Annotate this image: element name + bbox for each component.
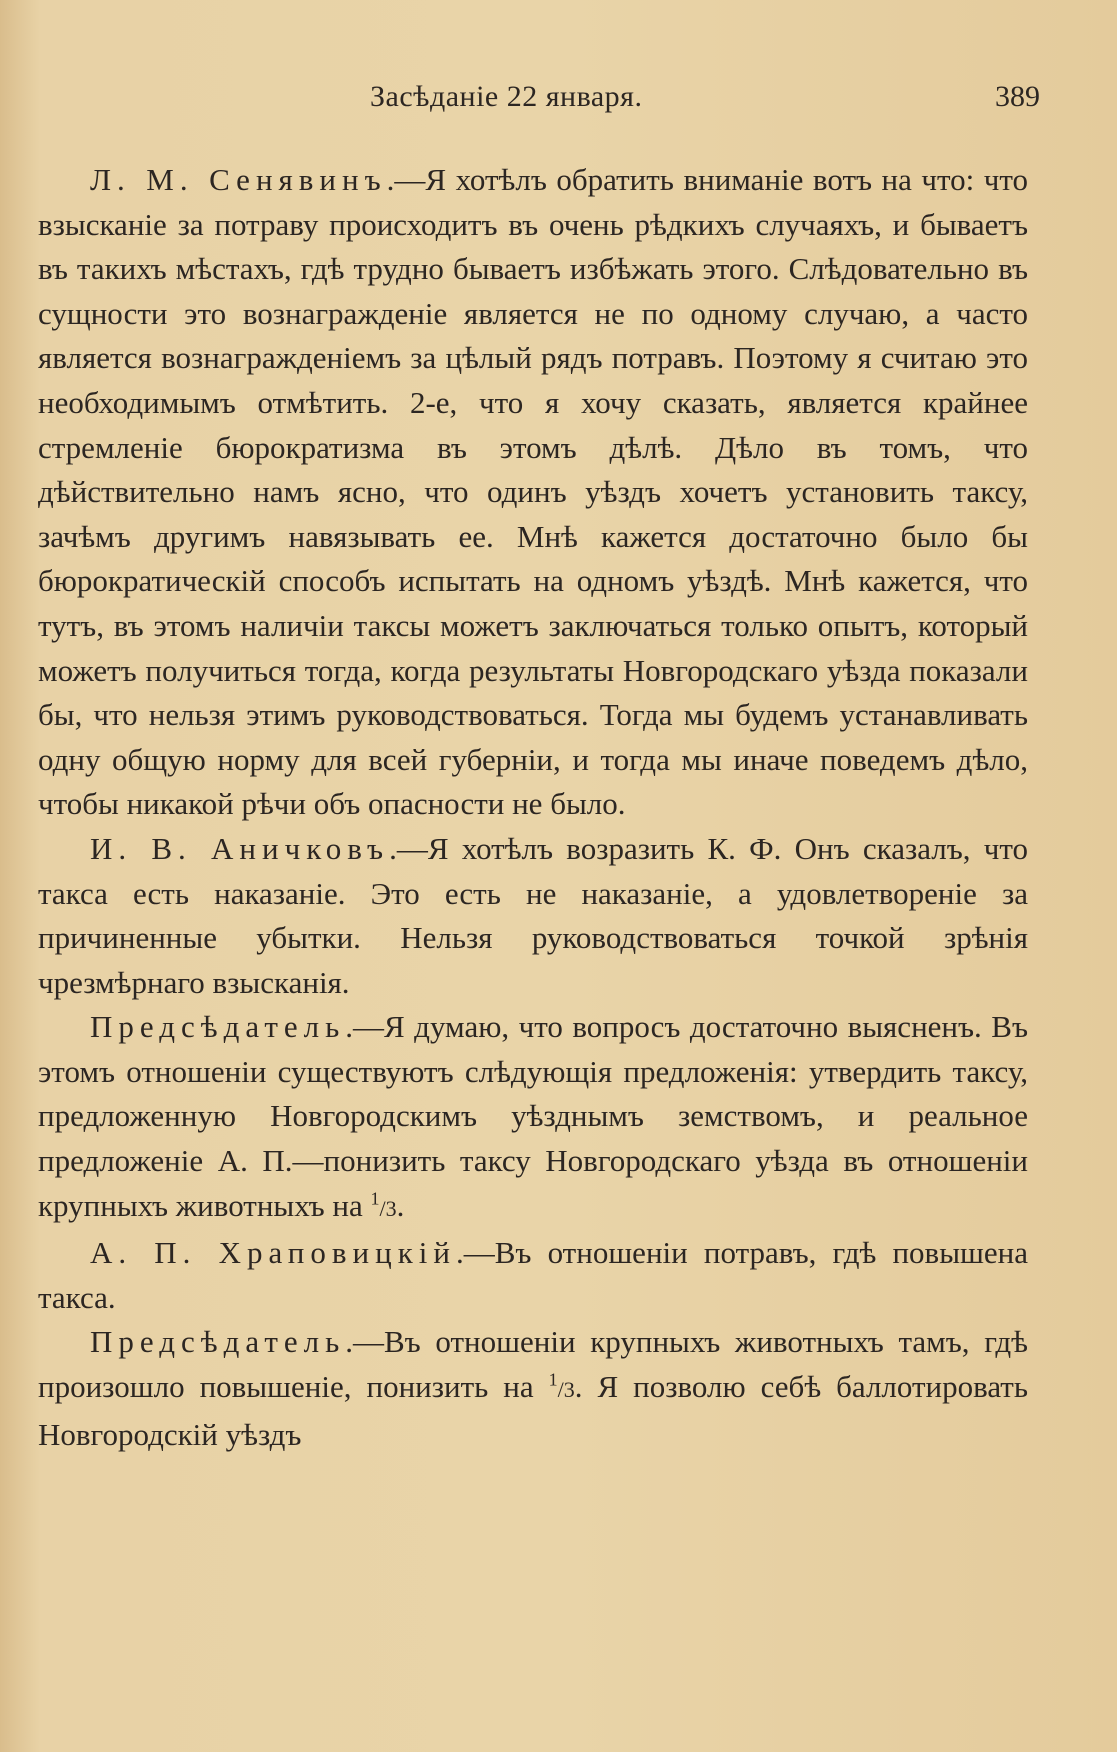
paragraph — [38, 1005, 1028, 1231]
page-number: 389 — [995, 80, 1040, 113]
fraction-numerator: 1 — [370, 1188, 380, 1209]
paragraph-text: .—Я хотѣлъ обратить вниманіе вотъ на что: что взысканіе за потраву происходитъ въ очень рѣдкихъ случаяхъ, и бываетъ въ такихъ мѣстахъ, гдѣ трудно бываетъ избѣжать этого. Слѣдовательно въ сущности это вознагражденіе является не по одному случаю, а часто является вознагражденіемъ за цѣлый рядъ потравъ. Поэтому я считаю это необходимымъ отмѣтить. 2-е, что я хочу сказать, является крайнее стремленіе бюрократизма въ этомъ дѣлѣ. Дѣло въ томъ, что дѣйствительно намъ ясно, что одинъ уѣздъ хочетъ установить таксу, зачѣмъ другимъ навязывать ее. Мнѣ кажется достаточно было бы бюрократическій способъ испытать на одномъ уѣздѣ. Мнѣ кажется, что тутъ, въ этомъ наличіи таксы можетъ заключаться только опытъ, который можетъ получиться тогда, когда результаты Новгородскаго уѣзда показали бы, что нельзя этимъ руководствоваться. Тогда мы будемъ устанавливать одну общую норму для всей губерніи, и тогда мы иначе поведемъ дѣло, чтобы никакой рѣчи объ опасности не было. — [38, 162, 1028, 822]
speaker-name: Л. М. Сенявинъ — [90, 162, 387, 197]
paragraph-text: .—Я думаю, что вопросъ достаточно выясненъ. Въ этомъ отношеніи существуютъ слѣдующія предложенія: утвердить таксу, предложенную Новгородскимъ уѣзднымъ земствомъ, и реальное предложеніе А. П.—понизить таксу Новгородскаго уѣзда въ отношеніи крупныхъ животныхъ на — [38, 1009, 1028, 1223]
fraction-denominator: /3 — [379, 1195, 397, 1221]
paragraph — [38, 1320, 1028, 1457]
paragraph-text: .—Въ отношеніи потравъ, гдѣ повышена такса. — [38, 1235, 1028, 1315]
body-text — [38, 158, 1028, 1457]
running-title: Засѣданіе 22 января. — [370, 80, 643, 113]
paragraph-text: .—Я хотѣлъ возразить К. Ф. Онъ сказалъ, что такса есть наказаніе. Это есть не наказаніе, а удовлетвореніе за причиненные убытки. Нельзя руководствоваться точкой зрѣнія чрезмѣрнаго взысканія. — [38, 830, 1028, 1000]
paragraph-text-end: . — [396, 1187, 405, 1223]
page-header — [40, 80, 1040, 130]
paragraph-text: .—Въ отношеніи крупныхъ животныхъ тамъ, гдѣ произошло повышеніе, понизить на — [38, 1324, 1028, 1405]
paragraph — [38, 158, 1028, 827]
speaker-name: И. В. Аничковъ — [90, 830, 390, 866]
speaker-name: Предсѣдатель — [90, 1009, 346, 1045]
paragraph-text-end: . Я позволю себѣ баллотировать Новгородскій уѣздъ — [38, 1369, 1028, 1452]
fraction-denominator: /3 — [557, 1377, 575, 1403]
fraction-numerator: 1 — [548, 1369, 558, 1390]
speaker-name: А. П. Храповицкій — [90, 1235, 456, 1271]
speaker-name: Предсѣдатель — [90, 1324, 346, 1360]
paragraph — [38, 827, 1028, 1005]
paragraph — [38, 1231, 1028, 1320]
